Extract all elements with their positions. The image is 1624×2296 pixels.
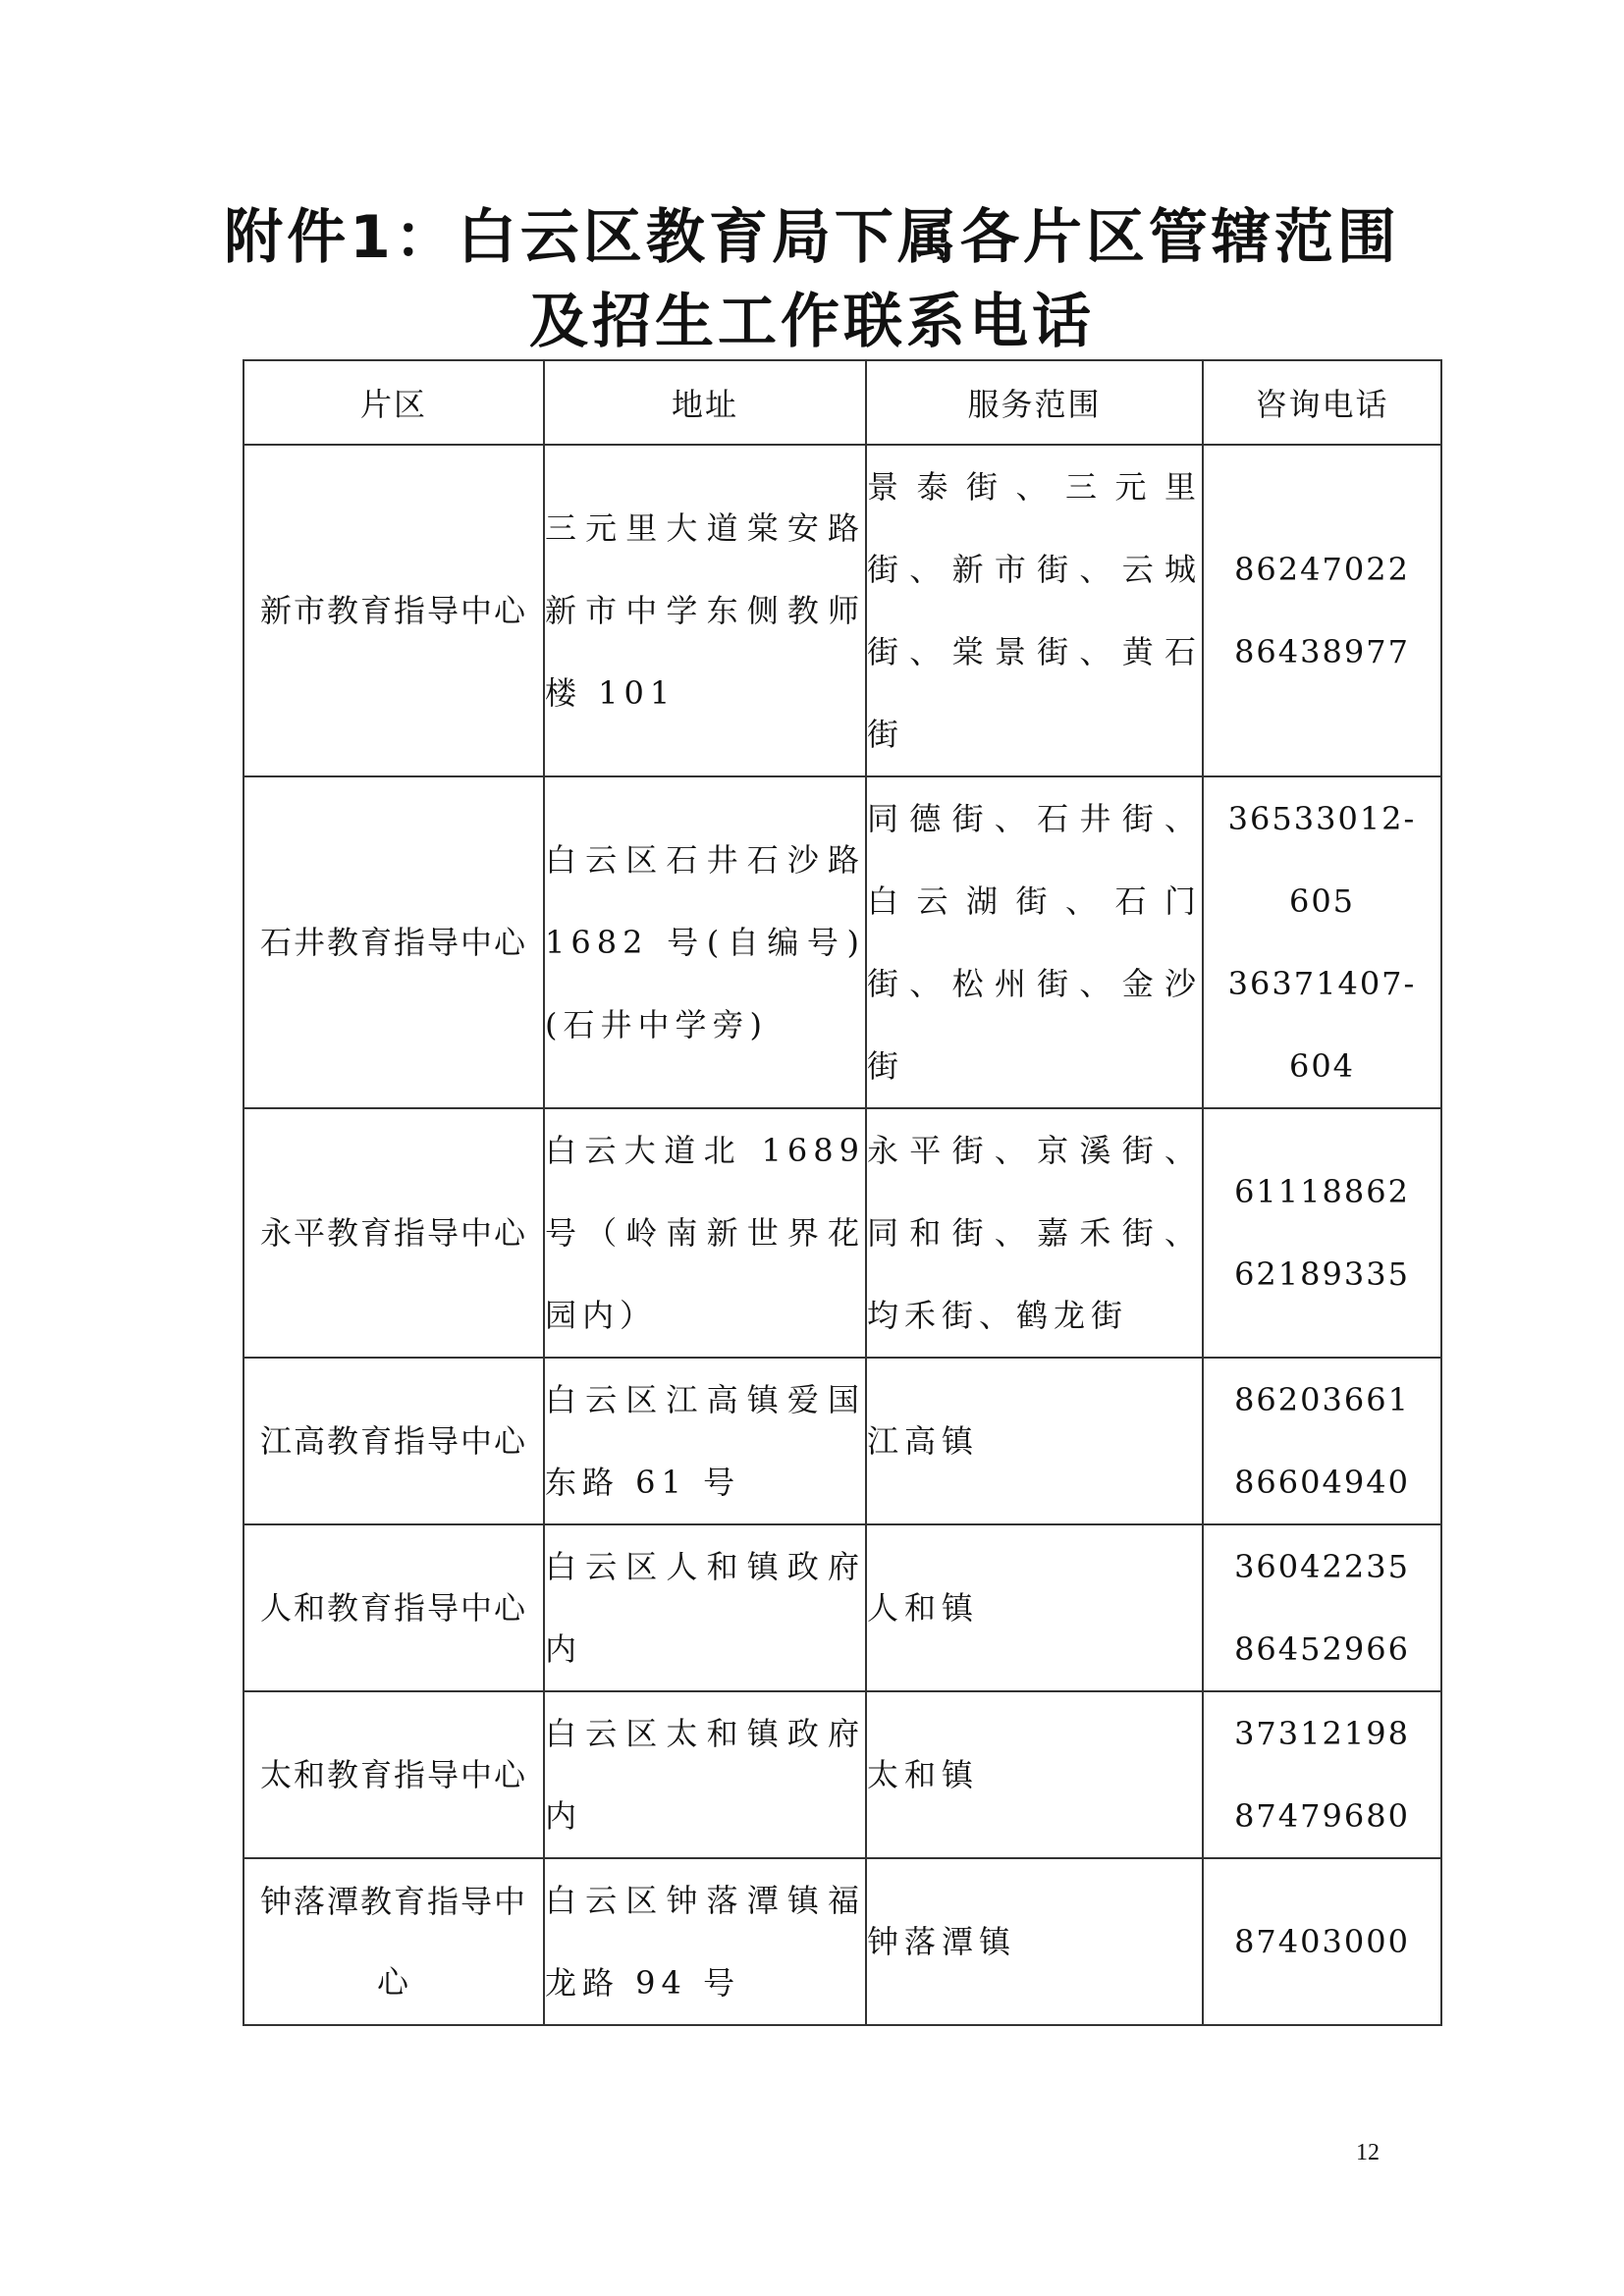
phone-number: 36533012-605 [1227,800,1417,920]
phone-cell [1203,776,1441,1108]
address-cell: 白云区钟落潭镇福龙路 94 号 [544,1858,866,2025]
phone-number: 86203661 [1234,1381,1410,1418]
district-cell: 太和教育指导中心 [244,1691,544,1858]
district-cell: 永平教育指导中心 [244,1108,544,1358]
page-number: 12 [1356,2140,1380,2165]
table-row [244,1524,1441,1691]
phone-cell [1203,1691,1441,1858]
header-district: 片区 [244,360,544,445]
phone-number: 87403000 [1234,1923,1410,1960]
phone-number: 86438977 [1234,633,1410,670]
header-scope: 服务范围 [866,360,1203,445]
address-cell: 白云区太和镇政府内 [544,1691,866,1858]
district-contact-table [243,359,1442,2026]
table-row [244,1108,1441,1358]
phone-cell [1203,1358,1441,1524]
scope-cell: 太和镇 [866,1691,1203,1858]
table-row [244,445,1441,776]
scope-cell: 同德街、石井街、白云湖街、石门街、松州街、金沙街 [866,776,1203,1108]
table-header-row [244,360,1441,445]
phone-number: 86247022 [1234,551,1410,588]
address-cell: 白云大道北 1689 号（岭南新世界花园内） [544,1108,866,1358]
document-title-line-2: 及招生工作联系电话 [529,288,1095,356]
header-phone: 咨询电话 [1203,360,1441,445]
phone-cell [1203,445,1441,776]
table-row [244,1691,1441,1858]
phone-number: 86452966 [1234,1630,1410,1668]
phone-cell [1203,1108,1441,1358]
phone-cell [1203,1524,1441,1691]
district-cell: 钟落潭教育指导中心 [244,1858,544,2025]
scope-cell: 景泰街、三元里街、新市街、云城街、棠景街、黄石街 [866,445,1203,776]
district-cell: 新市教育指导中心 [244,445,544,776]
address-cell: 白云区人和镇政府内 [544,1524,866,1691]
address-cell: 三元里大道棠安路新市中学东侧教师楼 101 [544,445,866,776]
phone-number: 36042235 [1234,1548,1410,1585]
scope-cell: 永平街、京溪街、同和街、嘉禾街、均禾街、鹤龙街 [866,1108,1203,1358]
scope-cell: 钟落潭镇 [866,1858,1203,2025]
table-row [244,776,1441,1108]
phone-number: 62189335 [1234,1255,1410,1293]
table-row [244,1358,1441,1524]
document-title-line-1: 附件1：白云区教育局下属各片区管辖范围 [224,203,1400,272]
phone-number: 61118862 [1234,1173,1410,1210]
district-cell: 人和教育指导中心 [244,1524,544,1691]
phone-cell [1203,1858,1441,2025]
header-address: 地址 [544,360,866,445]
district-cell: 江高教育指导中心 [244,1358,544,1524]
address-cell: 白云区江高镇爱国东路 61 号 [544,1358,866,1524]
scope-cell: 人和镇 [866,1524,1203,1691]
phone-number: 86604940 [1234,1464,1410,1501]
phone-number: 37312198 [1234,1715,1410,1752]
address-cell: 白云区石井石沙路 1682 号(自编号)(石井中学旁) [544,776,866,1108]
phone-number: 36371407-604 [1227,965,1417,1085]
scope-cell: 江高镇 [866,1358,1203,1524]
phone-number: 87479680 [1234,1797,1410,1835]
table-row [244,1858,1441,2025]
district-cell: 石井教育指导中心 [244,776,544,1108]
